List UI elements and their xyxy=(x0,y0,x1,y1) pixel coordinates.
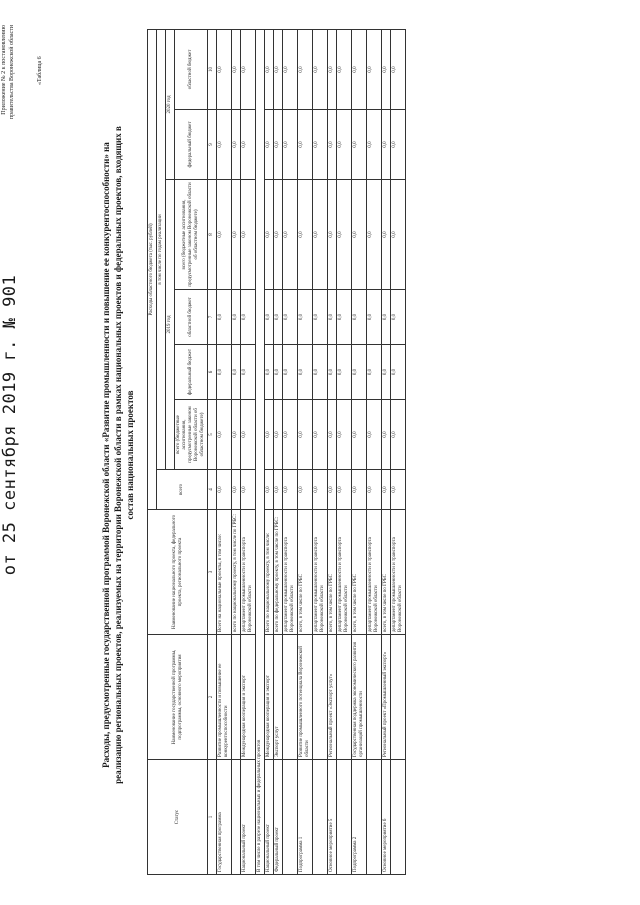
cell-value: 0,0 xyxy=(241,470,256,510)
cell-value: 0,0 xyxy=(232,29,241,109)
cell-value: 0,0 xyxy=(367,400,382,470)
cell-status: Подпрограмма 2 xyxy=(352,760,367,875)
cell-value: 0,0 xyxy=(352,400,367,470)
table-row xyxy=(352,29,367,874)
cell-value: 0,0 xyxy=(232,470,241,510)
cell-value: 0,0 xyxy=(232,110,241,180)
cell-value: 0,0 xyxy=(391,180,406,290)
table-row xyxy=(283,29,298,874)
table-row xyxy=(217,29,232,874)
cell-status xyxy=(313,760,328,875)
table-row xyxy=(274,29,283,874)
cell-program: Развитие промышленного потенциала Воронежской области xyxy=(298,635,313,760)
cell-value: 0,0 xyxy=(283,290,298,345)
cell-value: 0,0 xyxy=(265,345,274,400)
table-row xyxy=(241,29,256,874)
cell-value: 0,0 xyxy=(274,29,283,109)
cell-project: департамент промышленности и транспорта Воронежской области xyxy=(337,510,352,635)
cell-value: 0,0 xyxy=(313,345,328,400)
cell-project: департамент промышленности и транспорта Воронежской области xyxy=(313,510,328,635)
table-row xyxy=(313,29,328,874)
cell-value: 0,0 xyxy=(274,110,283,180)
cell-value: 0,0 xyxy=(391,345,406,400)
cell-status xyxy=(367,760,382,875)
column-numbers-row xyxy=(208,29,217,874)
cell-value: 0,0 xyxy=(382,345,391,400)
col-year-2020: 2020 год xyxy=(166,29,175,179)
cell-value: 0,0 xyxy=(298,290,313,345)
cell-value: 0,0 xyxy=(391,400,406,470)
cell-status xyxy=(283,760,298,875)
cell-value: 0,0 xyxy=(232,180,241,290)
column-number: 8 xyxy=(208,180,217,290)
cell-project: всего по федеральному проекту, в том числе по ГРБС: xyxy=(274,510,283,635)
cell-program: Международная кооперация и экспорт xyxy=(241,635,256,760)
title-line: состав национальных проектов xyxy=(125,390,135,520)
expenses-table xyxy=(147,29,406,875)
col-total-regional-2019: всего (бюджетные ассигнования, предусмотренные законом Воронежской области об областном бюджете) xyxy=(175,400,208,470)
col-regional-2019: областной бюджет xyxy=(175,290,208,345)
cell-value: 0,0 xyxy=(367,29,382,109)
table-body xyxy=(217,29,406,874)
cell-status: Основное мероприятие 6 xyxy=(382,760,391,875)
cell-value: 0,0 xyxy=(265,470,274,510)
cell-project: департамент промышленности и транспорта Воронежской области xyxy=(367,510,382,635)
cell-program xyxy=(367,635,382,760)
cell-value: 0,0 xyxy=(298,29,313,109)
cell-project: всего, в том числе по ГРБС xyxy=(352,510,367,635)
cell-value: 0,0 xyxy=(352,290,367,345)
cell-value: 0,0 xyxy=(298,345,313,400)
cell-value: 0,0 xyxy=(328,470,337,510)
cell-program xyxy=(391,635,406,760)
cell-value: 0,0 xyxy=(367,470,382,510)
cell-value: 0,0 xyxy=(391,290,406,345)
section-row xyxy=(256,29,265,874)
cell-program: Международная кооперация и экспорт xyxy=(265,635,274,760)
cell-value: 0,0 xyxy=(217,400,232,470)
cell-value: 0,0 xyxy=(367,110,382,180)
table-row xyxy=(391,29,406,874)
cell-value: 0,0 xyxy=(382,110,391,180)
column-number: 5 xyxy=(208,400,217,470)
cell-value: 0,0 xyxy=(337,180,352,290)
cell-project: департамент промышленности и транспорта Воронежской области xyxy=(241,510,256,635)
col-federal-2020: федеральный бюджет xyxy=(175,110,208,180)
cell-value: 0,0 xyxy=(382,180,391,290)
cell-value: 0,0 xyxy=(313,29,328,109)
cell-project: всего по национальному проекту, в том числе по ГРБС: xyxy=(232,510,241,635)
cell-value: 0,0 xyxy=(265,400,274,470)
cell-value: 0,0 xyxy=(298,180,313,290)
cell-value: 0,0 xyxy=(265,180,274,290)
column-number: 9 xyxy=(208,110,217,180)
cell-status xyxy=(232,760,241,875)
cell-value: 0,0 xyxy=(328,345,337,400)
cell-program: Государственная поддержка экономического развития организаций промышленности xyxy=(352,635,367,760)
table-row xyxy=(298,29,313,874)
cell-value: 0,0 xyxy=(283,400,298,470)
cell-value: 0,0 xyxy=(337,470,352,510)
column-number: 3 xyxy=(208,510,217,635)
cell-value: 0,0 xyxy=(382,470,391,510)
cell-value: 0,0 xyxy=(274,400,283,470)
cell-status: Основное мероприятие 5 xyxy=(328,760,337,875)
cell-value: 0,0 xyxy=(283,110,298,180)
cell-value: 0,0 xyxy=(283,345,298,400)
col-total: всего xyxy=(157,470,208,510)
cell-value: 0,0 xyxy=(283,180,298,290)
cell-value: 0,0 xyxy=(274,470,283,510)
cell-project: всего, в том числе по ГРБС xyxy=(328,510,337,635)
cell-value: 0,0 xyxy=(391,470,406,510)
cell-value: 0,0 xyxy=(283,29,298,109)
cell-status: Федеральный проект xyxy=(274,760,283,875)
cell-status: Национальный проект xyxy=(241,760,256,875)
cell-project: департамент промышленности и транспорта Воронежской области xyxy=(391,510,406,635)
cell-value: 0,0 xyxy=(217,110,232,180)
table-row xyxy=(337,29,352,874)
cell-value: 0,0 xyxy=(241,29,256,109)
cell-value: 0,0 xyxy=(313,400,328,470)
col-incl-years: в том числе по годам реализации xyxy=(157,29,166,469)
cell-value: 0,0 xyxy=(241,110,256,180)
cell-status xyxy=(391,760,406,875)
cell-value: 0,0 xyxy=(382,290,391,345)
cell-value: 0,0 xyxy=(367,180,382,290)
col-federal-2019: федеральный бюджет xyxy=(175,345,208,400)
table-row xyxy=(265,29,274,874)
cell-value: 0,0 xyxy=(265,110,274,180)
cell-value: 0,0 xyxy=(232,290,241,345)
cell-value: 0,0 xyxy=(217,470,232,510)
col-project-name: Наименование национального проекта, федерального проекта, регионального проекта xyxy=(148,510,208,635)
title-line: Расходы, предусмотренные государственной программой Воронежской области «Развитие промышленности и повышение ее конкурентоспособности» на xyxy=(101,142,111,768)
cell-value: 0,0 xyxy=(298,470,313,510)
cell-status: Подпрограмма 1 xyxy=(298,760,313,875)
cell-status: Государственная программа xyxy=(217,760,232,875)
column-number: 7 xyxy=(208,290,217,345)
cell-program xyxy=(337,635,352,760)
title-line: реализацию региональных проектов, реализуемых на территории Воронежской области в рамках национальных проектов и федеральных проектов, входящих в xyxy=(113,126,123,784)
cell-value: 0,0 xyxy=(328,290,337,345)
cell-value: 0,0 xyxy=(265,290,274,345)
table-row xyxy=(382,29,391,874)
column-number: 6 xyxy=(208,345,217,400)
cell-value: 0,0 xyxy=(313,290,328,345)
cell-value: 0,0 xyxy=(328,180,337,290)
cell-program xyxy=(232,635,241,760)
col-program-name: Наименование государственной программы, подпрограммы, основного мероприятия xyxy=(148,635,208,760)
cell-value: 0,0 xyxy=(352,29,367,109)
cell-value: 0,0 xyxy=(313,470,328,510)
cell-value: 0,0 xyxy=(382,29,391,109)
cell-status: Национальный проект xyxy=(265,760,274,875)
table-row xyxy=(232,29,241,874)
cell-value: 0,0 xyxy=(391,110,406,180)
cell-value: 0,0 xyxy=(217,290,232,345)
cell-value: 0,0 xyxy=(337,29,352,109)
table-row xyxy=(367,29,382,874)
cell-value: 0,0 xyxy=(265,29,274,109)
cell-project: Всего по национальному проекту, в том числе: xyxy=(265,510,274,635)
cell-value: 0,0 xyxy=(232,345,241,400)
cell-value: 0,0 xyxy=(337,290,352,345)
section-caption: В том числе в разрезе национальных и федеральных проектов xyxy=(256,29,265,874)
cell-value: 0,0 xyxy=(337,400,352,470)
cell-value: 0,0 xyxy=(313,180,328,290)
cell-value: 0,0 xyxy=(241,345,256,400)
cell-value: 0,0 xyxy=(367,345,382,400)
cell-value: 0,0 xyxy=(298,110,313,180)
cell-value: 0,0 xyxy=(352,470,367,510)
cell-value: 0,0 xyxy=(391,29,406,109)
cell-value: 0,0 xyxy=(313,110,328,180)
cell-value: 0,0 xyxy=(274,290,283,345)
cell-project: департамент промышленности и транспорта Воронежской области xyxy=(283,510,298,635)
cell-project: всего, в том числе по ГРБС xyxy=(382,510,391,635)
col-regional-2020: областной бюджет xyxy=(175,29,208,109)
decree-date-line: от 25 сентября 2019 г. № 901 xyxy=(0,274,20,576)
cell-value: 0,0 xyxy=(382,400,391,470)
cell-value: 0,0 xyxy=(274,345,283,400)
cell-value: 0,0 xyxy=(352,110,367,180)
cell-value: 0,0 xyxy=(352,345,367,400)
appendix-note: Приложение № 2 к постановлению правительства Воронежской области xyxy=(1,25,15,120)
cell-value: 0,0 xyxy=(328,110,337,180)
cell-value: 0,0 xyxy=(337,345,352,400)
col-total-regional-2019b: всего (бюджетные ассигнования, предусмотренные законом Воронежской области об областном бюджете) xyxy=(175,180,208,290)
col-status: Статус xyxy=(148,760,208,875)
cell-value: 0,0 xyxy=(217,29,232,109)
cell-value: 0,0 xyxy=(298,400,313,470)
cell-value: 0,0 xyxy=(241,290,256,345)
col-budget-group: Расходы областного бюджета (тыс. рублей) xyxy=(148,29,157,509)
cell-program: Региональный проект «Экспорт услуг» xyxy=(328,635,337,760)
table-row xyxy=(328,29,337,874)
column-number: 1 xyxy=(208,760,217,875)
cell-program: Развитие промышленности и повышение ее конкурентоспособности xyxy=(217,635,232,760)
cell-value: 0,0 xyxy=(241,400,256,470)
cell-value: 0,0 xyxy=(232,400,241,470)
document-title xyxy=(100,25,136,885)
cell-value: 0,0 xyxy=(217,345,232,400)
cell-status xyxy=(337,760,352,875)
cell-project: всего, в том числе по ГРБС xyxy=(298,510,313,635)
col-year-2019: 2019 год xyxy=(166,180,175,470)
cell-value: 0,0 xyxy=(337,110,352,180)
cell-program xyxy=(283,635,298,760)
column-number: 10 xyxy=(208,29,217,109)
cell-program: Региональный проект «Промышленный экспорт» xyxy=(382,635,391,760)
cell-project: Всего на национальные проекты, в том числе: xyxy=(217,510,232,635)
cell-value: 0,0 xyxy=(241,180,256,290)
cell-program xyxy=(313,635,328,760)
cell-program: Экспорт услуг xyxy=(274,635,283,760)
cell-value: 0,0 xyxy=(328,29,337,109)
cell-value: 0,0 xyxy=(328,400,337,470)
cell-value: 0,0 xyxy=(283,470,298,510)
cell-value: 0,0 xyxy=(217,180,232,290)
cell-value: 0,0 xyxy=(274,180,283,290)
cell-value: 0,0 xyxy=(367,290,382,345)
table-number: «Таблица 6 xyxy=(37,56,43,85)
column-number: 4 xyxy=(208,470,217,510)
cell-value: 0,0 xyxy=(352,180,367,290)
column-number: 2 xyxy=(208,635,217,760)
